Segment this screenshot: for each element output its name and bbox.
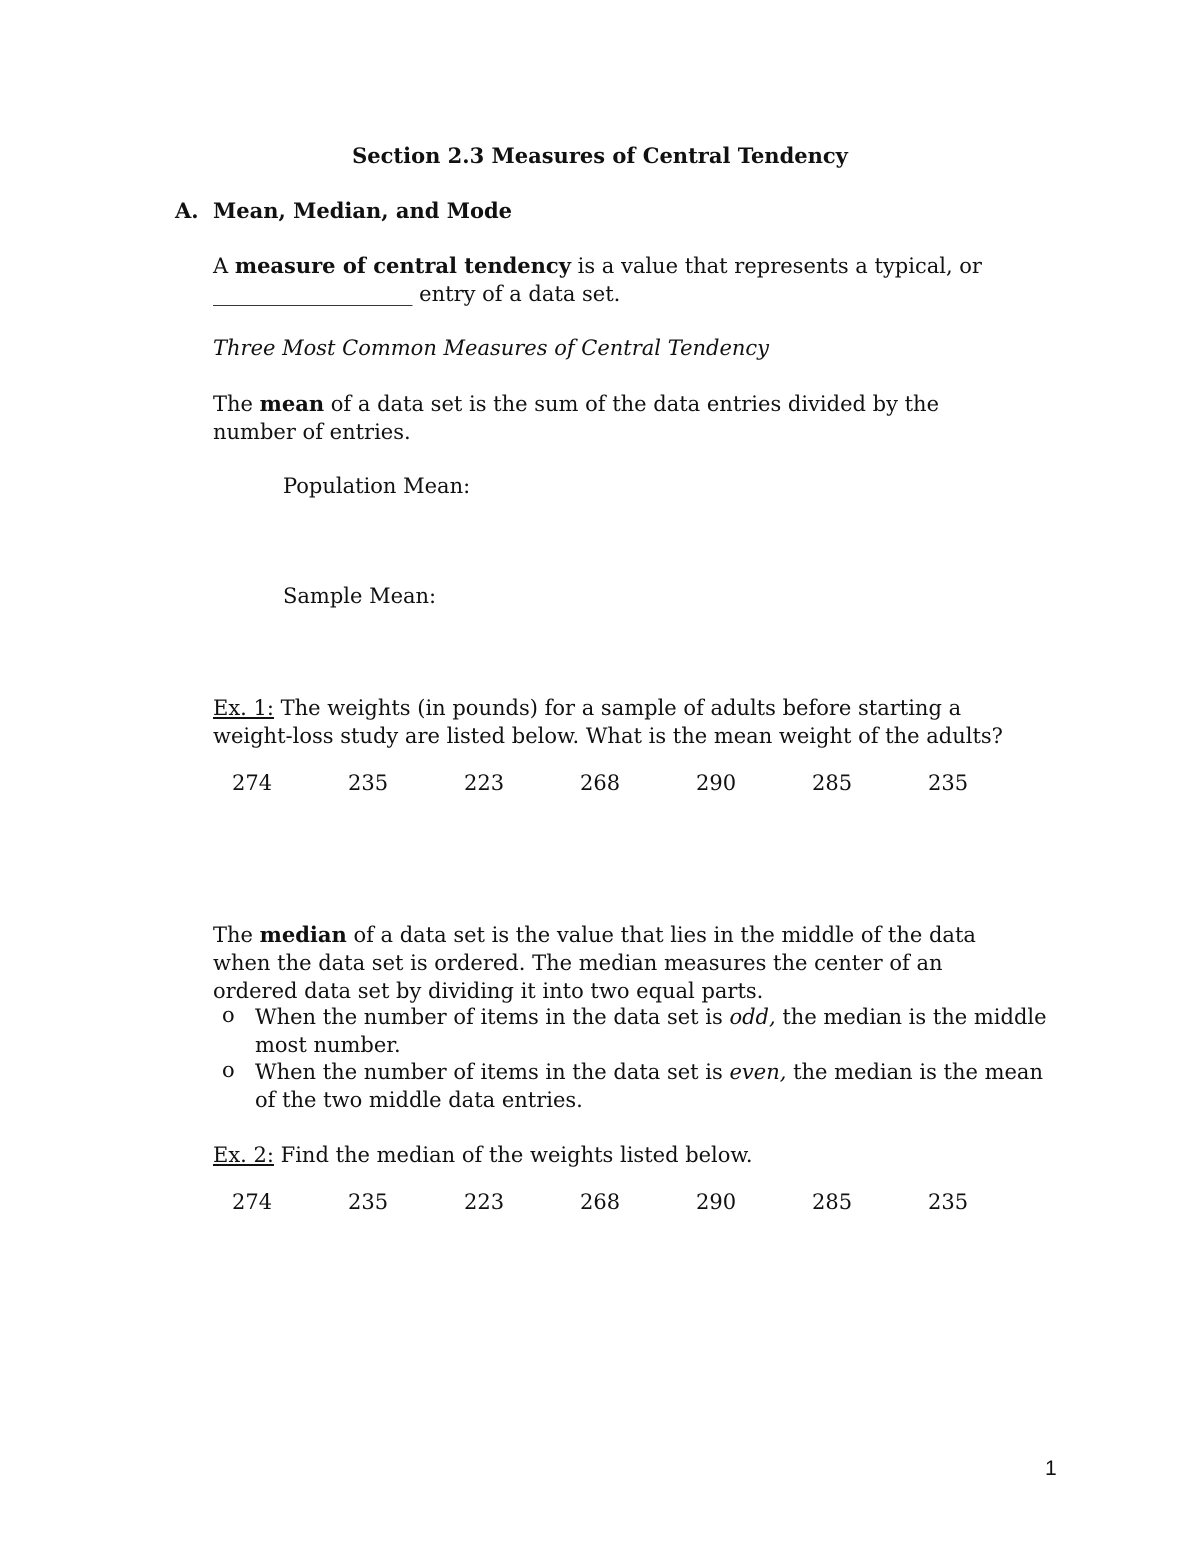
ex1-value: 235 [348, 771, 389, 795]
median-definition [213, 921, 1033, 1005]
example-1-values [0, 771, 1200, 801]
ex1-value: 223 [464, 771, 505, 795]
bullet-odd [255, 1003, 1055, 1059]
definition-term: measure of central tendency [234, 253, 571, 278]
example-2-values [0, 1190, 1200, 1220]
example-2-text: Find the median of the weights listed below. [273, 1143, 753, 1167]
section-heading: Mean, Median, and Mode [213, 198, 513, 223]
ex1-value: 268 [580, 771, 621, 795]
bullet-marker: o [222, 1058, 235, 1082]
common-measures-heading: Three Most Common Measures of Central Tendency [213, 336, 770, 360]
ex2-value: 223 [464, 1190, 505, 1214]
ex2-value: 235 [348, 1190, 389, 1214]
example-1-text: The weights (in pounds) for a sample of adults before starting a weight-loss study are listed below. What is the mean weight of the adults? [213, 696, 1003, 748]
example-1-label: Ex. 1: [213, 696, 274, 720]
example-1-prompt [213, 694, 1043, 750]
definition-middle: is a value that represents a typical, or [570, 254, 982, 278]
section-letter: A. [175, 198, 199, 223]
bullet-even-post: the median is the mean of the two middle data entries. [255, 1060, 1043, 1112]
bullet-even-pre: When the number of items in the data set is [255, 1060, 730, 1084]
ex1-value: 274 [232, 771, 273, 795]
page-number: 1 [1045, 1457, 1057, 1480]
example-2-prompt [213, 1141, 1043, 1169]
central-tendency-definition [213, 252, 993, 308]
definition-suffix: entry of a data set. [412, 282, 621, 306]
mean-term: mean [259, 391, 325, 416]
bullet-odd-pre: When the number of items in the data set is [255, 1005, 730, 1029]
ex1-value: 290 [696, 771, 737, 795]
ex1-value: 285 [812, 771, 853, 795]
definition-prefix: A [213, 254, 235, 278]
page-title: Section 2.3 Measures of Central Tendency [352, 143, 848, 168]
bullet-odd-em: odd, [729, 1005, 776, 1029]
mean-prefix: The [213, 392, 260, 416]
answer-blank: ___________________ [213, 282, 413, 306]
median-rest: of a data set is the value that lies in the middle of the data when the data set is ordered. The median measures the center of an ordered data set by dividing it into two equal parts. [213, 923, 976, 1003]
ex2-value: 235 [928, 1190, 969, 1214]
sample-mean-label: Sample Mean: [283, 584, 437, 608]
ex2-value: 268 [580, 1190, 621, 1214]
bullet-marker: o [222, 1003, 235, 1027]
mean-definition [213, 390, 1013, 446]
ex2-value: 285 [812, 1190, 853, 1214]
bullet-even-em: even, [729, 1060, 787, 1084]
population-mean-label: Population Mean: [283, 474, 471, 498]
example-2-label: Ex. 2: [213, 1143, 274, 1167]
median-term: median [259, 922, 347, 947]
bullet-even [255, 1058, 1055, 1114]
ex2-value: 274 [232, 1190, 273, 1214]
ex1-value: 235 [928, 771, 969, 795]
median-prefix: The [213, 923, 260, 947]
bullet-odd-post: the median is the middle most number. [255, 1005, 1047, 1057]
ex2-value: 290 [696, 1190, 737, 1214]
mean-rest: of a data set is the sum of the data entries divided by the number of entries. [213, 392, 939, 444]
